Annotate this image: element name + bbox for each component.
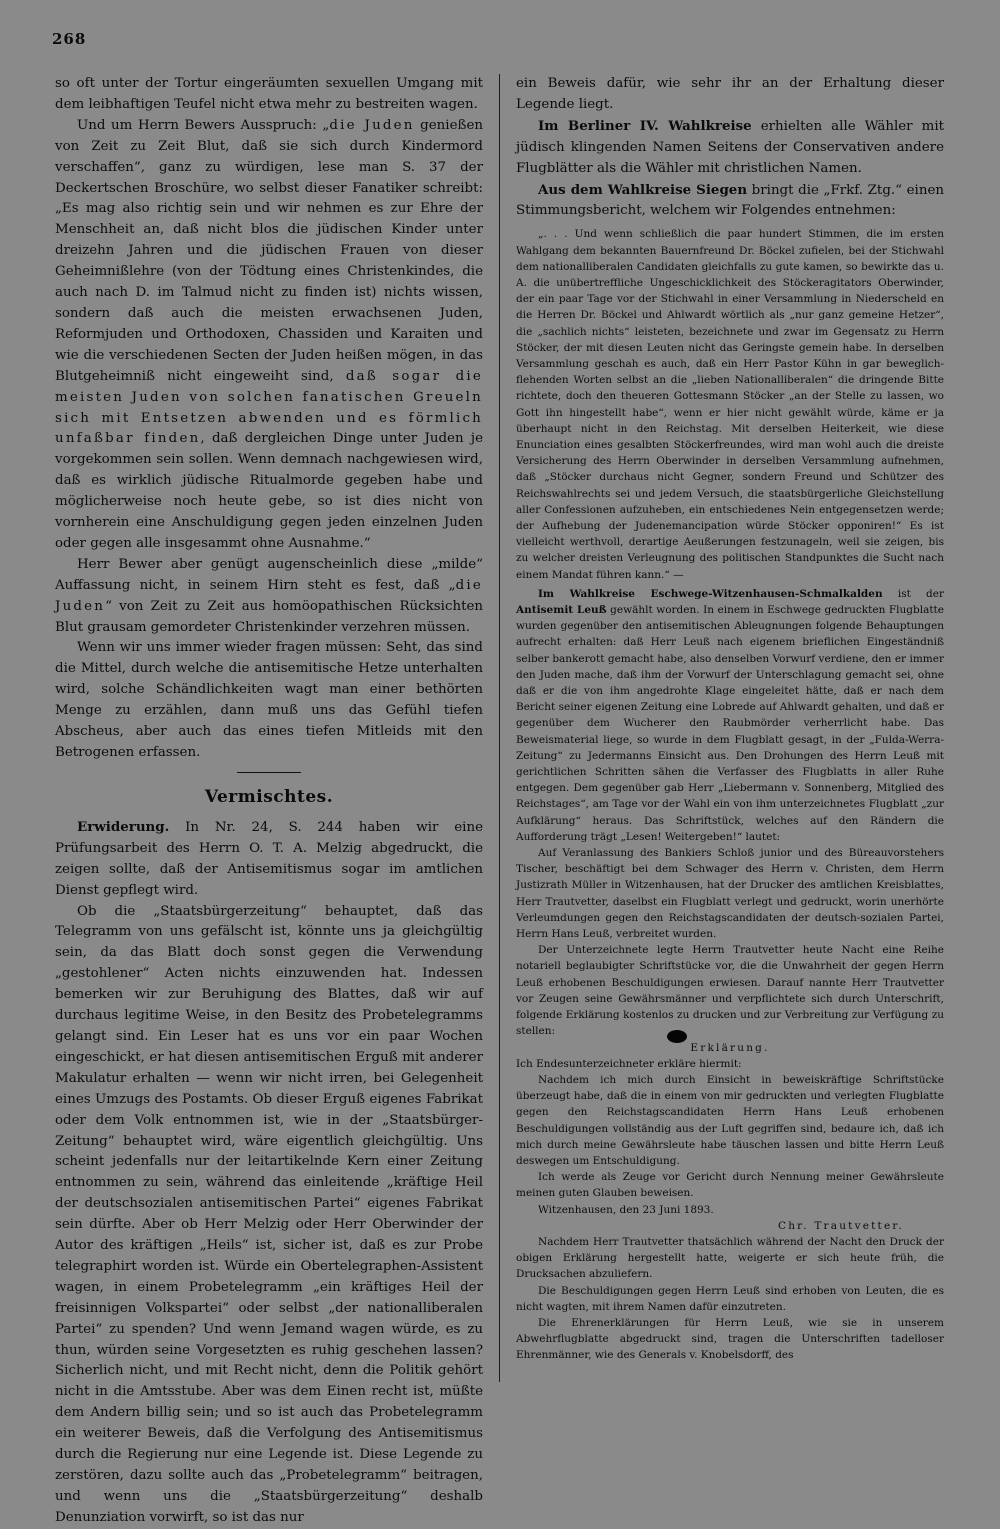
paragraph: Erwiderung. In Nr. 24, S. 244 haben wir eine Prüfungsarbeit des Herrn O. T. A. Melzig abgedruckt, die zeigen sollte, daß der Antisemitismus sogar im amtlichen Dienst gepflegt wird. [55,818,483,898]
declaration-text: Ich werde als Zeuge vor Gericht durch Nennung meiner Gewährsleute meinen guten Glauben beweisen. [516,1171,944,1200]
declaration-text: Nachdem ich mich durch Einsicht in beweiskräftige Schriftstücke überzeugt habe, daß die in einem von mir gedruckten und verlegten Flugblatte gegen den Reichstagscandidaten Herrn Hans Leuß erhobenen Beschuldigungen vollständig aus der Luft gegriffen sind, bedaure ich, daß ich mich durch meine Gewährsleute habe täuschen lassen und bitte Herrn Leuß deswegen um Entschuldigung. [516,1073,944,1167]
section-heading: Vermischtes. [204,786,334,807]
page-number: 268 [52,30,87,48]
quoted-report: „. . . Und wenn schließlich die paar hundert Stimmen, die im ersten Wahlgang dem bekannten Bauernfreund Dr. Böckel zufielen, bei der Stichwahl dem nationalliberalen Candidaten gleichfalls zu gute kamen, so bewirkte das u. A. die unübertreffliche Ungeschicklichkeit des Stöckeragitators Oberwinder, der ein paar Tage vor der Stichwahl in einer Versammlung in Niederscheld en die Herren Dr. Böckel und Ahlwardt wörtlich als „nur ganz gemeine Hetzer“, die „sachlich nichts“ leisteten, bezeichnete und zwar im Gegensatz zu Herrn Stöcker, der mit diesen Leuten nicht das Geringste gemein habe. In derselben Versammlung geschah es auch, daß ein Herr Pastor Kühn in gar beweglich-flehenden Worten selbst an die „lieben Nationalliberalen“ die dringende Bitte richtete, doch den theueren Gottesmann Stöcker „an der Stelle zu lassen, wo Gott ihn hingestellt habe“, wenn er hier nicht gewählt würde, käme er ja überhaupt nicht in den Reichstag. Mit derselben Heiterkeit, wie diese Enunciation eines gesalbten Stöckerfreundes, wird man wohl auch die dreiste Versicherung des Herrn Oberwinder in derselben Versammlung aufnehmen, daß „Stöcker durchaus nicht Gegner, sondern Freund und Schützer des Reichswahlrechts sei und jedem Versuch, die staatsbürgerliche Gleichstellung aller Confessionen aufzuheben, ein entschiedenes Nein entgegensetzen werde; der Aufhebung der Judenemancipation würde Stöcker opponiren!“ Es ist vielleicht werthvoll, derartige Aeußerungen festzunageln, weil sie zeigen, bis zu welcher dreisten Verleugnung des politischen Standpunktes die Sucht nach einem Mandat führen kann.“ — [516,228,944,581]
quoted-flyer: Auf Veranlassung des Bankiers Schloß junior und des Büreauvorstehers Tischer, beschäftigt bei dem Schwager des Herrn v. Christen, dem Herrn Justizrath Müller in Witzenhausen, hat der Drucker des amtlichen Kreisblattes, Herr Trautvetter, daselbst ein Flugblatt verlegt und gedruckt, worin unerhörte Verleumdungen gegen den Reichstagscandidaten der deutsch-sozialen Partei, Herrn Hans Leuß, verbreitet wurden. [516,847,944,941]
paragraph: Im Wahlkreise Eschwege-Witzenhausen-Schmalkalden ist der Antisemit Leuß gewählt worden. In einem in Eschwege gedruckten Flugblatte wurden gegenüber den antisemitischen Ableugnungen folgende Behauptungen aufrecht erhalten: daß Herr Leuß nach eigenem brieflichen Eingeständniß selber bankerott gemacht habe, also denselben Vorwurf verdiene, den er immer den Juden mache, daß ihm der Vorwurf der Unterschlagung gemacht sei, ohne daß er die von ihm angedrohte Klage eingeleitet hätte, daß er nach dem Bericht seiner eigenen Zeitung eine Lobrede auf Ahlwardt gehalten, und daß er gegenüber dem Wucherer den Raubmörder verherrlicht habe. Das Beweismaterial liege, so wurde in dem Flugblatt gesagt, in der „Fulda-Werra-Zeitung“ zu Jedermanns Einsicht aus. Den Drohungen des Herrn Leuß mit gerichtlichen Schritten sähen die Verfasser des Flugblatts in aller Ruhe entgegen. Dem gegenüber gab Herr „Liebermann v. Sonnenberg, Mitglied des Reichstages“, am Tage vor der Wahl ein von ihm unterzeichnetes Flugblatt „zur Aufklärung“ heraus. Das Schriftstück, welches auf den Rändern die Aufforderung trägt „Lesen! Weitergeben!“ lautet: [516,587,944,843]
paragraph: Wenn wir uns immer wieder fragen müssen: Seht, das sind die Mittel, durch welche die antisemitische Hetze unterhalten wird, solche Schändlichkeiten wagt man einer bethörten Menge zu erzählen, dann muß uns das Gefühl tiefen Abscheus, aber auch das eines tiefen Mitleids mit den Betrogenen erfassen. [55,640,483,760]
declaration-line: Ich Endesunterzeichneter erkläre hiermit: [516,1057,742,1070]
quoted-flyer: Der Unterzeichnete legte Herrn Trautvetter heute Nacht eine Reihe notariell beglaubigter Schriftstücke vor, die die Unwahrheit der gegen Herrn Leuß erhobenen Beschuldigungen erwiesen. Darauf nannte Herr Trautvetter vor Zeugen seine Gewährsmänner und verpflichtete sich durch Unterschrift, folgende Erklärung kostenlos zu drucken und zur Verbreitung zur Verfügung zu stellen: [516,944,944,1038]
right-column [516,74,944,1384]
column-divider [499,74,500,1382]
declaration-date: Witzenhausen, den 23 Juni 1893. [538,1203,714,1216]
paragraph: Herr Bewer aber genügt augenscheinlich diese „milde“ Auffassung nicht, in seinem Hirn steht es fest, daß „die Juden“ von Zeit zu Zeit aus homöopathischen Rücksichten Blut grausam gemordeter Christenkinder verzehren müssen. [55,556,483,635]
declaration-title: Erklärung. [690,1041,770,1054]
paragraph-lead: Im Berliner IV. Wahlkreise [538,117,752,134]
paragraph: Und um Herrn Bewers Ausspruch: „die Juden genießen von Zeit zu Zeit Blut, daß sie sich durch Kindermord verschaffen“, ganz zu würdigen, lese man S. 37 der Deckertschen Broschüre, wo selbst dieser Fanatiker schreibt: „Es mag also richtig sein und wir nehmen es zur Ehre der Menschheit an, daß nicht blos die jüdischen Kinder unter dreizehn Jahren und die jüdischen Frauen von dieser Geheimnißlehre (von der Tödtung eines Christenkindes, die auch nach D. im Talmud nicht zu finden ist) nichts wissen, sondern daß auch die meisten erwachsenen Juden, Reformjuden und Orthodoxen, Chassiden und Karaiten und wie die verschiedenen Secten der Juden heißen mögen, in das Blutgeheimniß nicht eingeweiht sind, daß sogar die meisten Juden von solchen fanatischen Greueln sich mit Entsetzen abwenden und es förmlich unfaßbar finden, daß dergleichen Dinge unter Juden je vorgekommen sein sollen. Wenn demnach nachgewiesen wird, daß es wirklich jüdische Ritualmorde gegeben habe und möglicherweise noch heute gebe, so ist dies nicht von vornherein eine Anschuldigung gegen jeden einzelnen Juden oder gegen alle insgesammt ohne Ausnahme.“ [55,117,484,551]
paragraph: Im Berliner IV. Wahlkreise erhielten alle Wähler mit jüdisch klingenden Namen Seitens der Conservativen andere Flugblätter als die Wähler mit christlichen Namen. [516,117,945,176]
paragraph: Die Beschuldigungen gegen Herrn Leuß sind erhoben von Leuten, die es nicht wagten, mit ihrem Namen dafür einzutreten. [516,1284,944,1313]
paragraph-lead: Im Wahlkreise Eschwege-Witzenhausen-Schmalkalden [538,587,883,600]
section-separator [237,772,301,773]
paragraph: Die Ehrenerklärungen für Herrn Leuß, wie sie in unserem Abwehrflugblatte abgedruckt sind, tragen die Unterschriften tadelloser Ehrenmänner, wie des Generals v. Knobelsdorff, des [516,1316,944,1362]
left-column [55,74,484,1525]
paragraph: Nachdem Herr Trautvetter thatsächlich während der Nacht den Druck der obigen Erklärung hergestellt hatte, weigerte er sich heute früh, die Drucksachen abzuliefern. [516,1235,944,1281]
paragraph: so oft unter der Tortur eingeräumten sexuellen Umgang mit dem leibhaftigen Teufel nicht etwa mehr zu bestreiten wagen. [55,76,483,112]
paragraph: Ob die „Staatsbürgerzeitung“ behauptet, daß das Telegramm von uns gefälscht ist, könnte uns ja gleichgültig sein, da das Blatt doch sonst gegen die Verwendung „gestohlener“ Acten nichts einzuwenden hat. Indessen bemerken wir zur Beruhigung des Blattes, daß wir auf durchaus legitime Weise, in den Besitz des Probetelegramms gelangt sind. Ein Leser hat es uns vor ein paar Wochen eingeschickt, er hat diesen antisemitischen Erguß mit anderer Makulatur erhalten — wenn wir nicht irren, bei Gelegenheit eines Umzugs des Postamts. Ob dieser Erguß eigenes Fabrikat oder dem Volk entnommen ist, wie in der „Staatsbürger-Zeitung“ behauptet wird, wäre eigentlich gleichgültig. Uns scheint jedenfalls nur der leitartikelnde Kern einer Zeitung entnommen zu sein, während das einleitende „kräftige Heil der deutschsozialen antisemitischen Partei“ eigenes Fabrikat sein dürfte. Aber ob Herr Melzig oder Herr Oberwinder der Autor des kräftigen „Heils“ ist, sicher ist, daß es zur Probe telegraphirt worden ist. Würde ein Obertelegraphen-Assistent wagen, in einem Probetelegramm „ein kräftiges Heil der freisinnigen Volkspartei“ oder selbst „der nationalliberalen Partei“ zu spenden? Und wenn Jemand wagen würde, es zu thun, würden seine Vorgesetzten es ruhig geschehen lassen? Sicherlich nicht, und mit Recht nicht, denn die Politik gehört nicht in die Amtsstube. Aber was dem Einen recht ist, müßte dem Andern billig sein; und so ist auch das Probetelegramm ein weiterer Beweis, daß die Verfolgung des Antisemitismus durch die Regierung nur eine Legende ist. Diese Legende zu zerstören, dazu sollte auch das „Probetelegramm“ beitragen, und wenn uns die „Staatsbürgerzeitung“ deshalb Denunziation vorwirft, so ist das nur [55,903,483,1525]
ink-blot [667,1030,687,1043]
paragraph: Aus dem Wahlkreise Siegen bringt die „Frkf. Ztg.“ einen Stimmungsbericht, welchem wir Folgendes entnehmen: [516,181,944,219]
paragraph: ein Beweis dafür, wie sehr ihr an der Erhaltung dieser Legende liegt. [516,76,944,112]
paragraph-lead: Erwiderung. [77,818,170,835]
paragraph-lead: Aus dem Wahlkreise Siegen [538,181,748,198]
declaration-signature: Chr. Trautvetter. [777,1219,904,1232]
